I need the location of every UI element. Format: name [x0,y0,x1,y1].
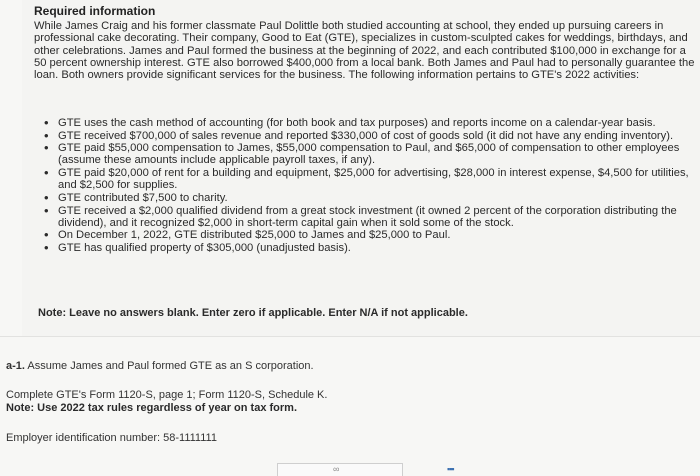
more-icon[interactable]: ▪▪▪ [447,464,454,474]
list-item: • On December 1, 2022, GTE distributed $25,000 to James and $25,000 to Paul. [42,229,700,241]
activities-list [42,117,700,255]
list-item: • GTE paid $55,000 compensation to James, $55,000 compensation to Paul, and $65,000 of compensation to other employees (assume these amounts include applicable payroll taxes, if any). [42,142,700,167]
form-tab[interactable] [277,463,403,476]
answer-note: Note: Leave no answers blank. Enter zero if applicable. Enter N/A if not applicable. [38,307,468,319]
required-information-panel [22,0,700,336]
question-prompt [6,360,314,372]
list-item: • GTE has qualified property of $305,000 (unadjusted basis). [42,242,700,254]
instructions-text: Complete GTE's Form 1120-S, page 1; Form 1120-S, Schedule K. [6,389,328,401]
tax-rules-note: Note: Use 2022 tax rules regardless of year on tax form. [6,402,298,414]
employer-id-number: Employer identification number: 58-1111111 [6,432,217,444]
question-label: a-1. [6,360,25,372]
question-text: Assume James and Paul formed GTE as an S corporation. [27,360,314,372]
list-item: • GTE received a $2,000 qualified dividend from a great stock investment (it owned 2 percent of the corporation distributing the dividend), and it recognized $2,000 in short-term capital gain when it sold some of the stock. [42,205,700,230]
section-divider [0,336,700,337]
list-item: • GTE received $700,000 of sales revenue and reported $330,000 of cost of goods sold (it did not have any ending inventory). [42,130,700,142]
list-item: • GTE uses the cash method of accounting (for both book and tax purposes) and reports income on a calendar-year basis. [42,117,700,129]
list-item: • GTE contributed $7,500 to charity. [42,192,700,204]
list-item: • GTE paid $20,000 of rent for a building and equipment, $25,000 for advertising, $28,000 in interest expense, $4,500 for utilities, and $2,500 for supplies. [42,167,700,192]
link-icon[interactable]: ∞ [333,464,340,474]
intro-paragraph: While James Craig and his former classmate Paul Dolittle both studied accounting at school, they ended up pursuing careers in professional cake decorating. Their company, Good to Eat (GTE), specializes in custom-sculpted cakes for weddings, birthdays, and other celebrations. James and Paul formed the business at the beginning of 2022, and each contributed $100,000 in exchange for a 50 percent ownership interest. GTE also borrowed $400,000 from a local bank. Both James and Paul had to personally guarantee the loan. Both owners provide significant services for the business. The following information pertains to GTE's 2022 activities: [34,20,695,82]
info-title: Required information [34,4,156,18]
